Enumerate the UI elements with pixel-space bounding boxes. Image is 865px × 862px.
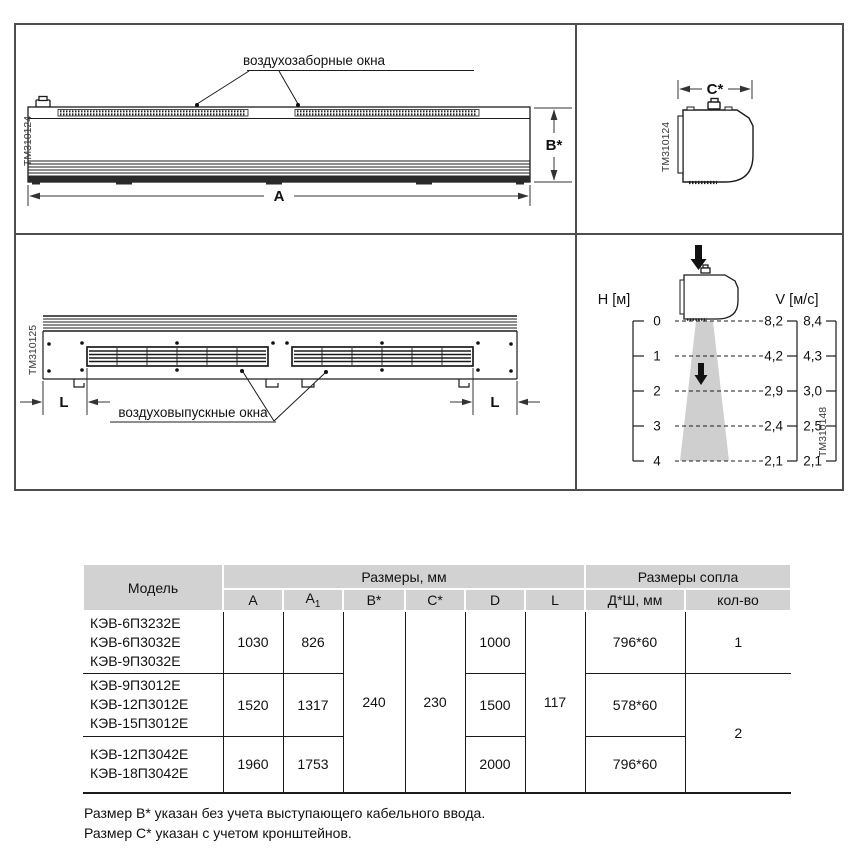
model-cell: КЭВ-12П3042Е КЭВ-18П3042Е (83, 736, 223, 793)
v2-value: 4,3 (803, 348, 822, 364)
col-header-nozzle-size: Д*Ш, мм (585, 589, 685, 611)
table-row (83, 611, 791, 673)
nozzle-size-cell: 796*60 (585, 611, 685, 673)
bottom-view-unit (43, 316, 517, 387)
h-value: 0 (653, 313, 661, 329)
drawing-code-side: TM310124 (660, 121, 672, 173)
outlet-windows-callout (110, 369, 328, 422)
velocity-axis-label: V [м/с] (775, 292, 819, 308)
col-header-c: C* (405, 589, 465, 611)
intake-windows-label: воздухозаборные окна (242, 53, 386, 68)
spec-table-wrapper (82, 563, 792, 794)
d-cell: 1500 (465, 673, 525, 736)
a1-cell: 826 (283, 611, 343, 673)
col-header-d: D (465, 589, 525, 611)
d-cell: 2000 (465, 736, 525, 793)
note-c: Размер C* указан с учетом кронштейнов. (84, 825, 352, 841)
height-axis-label: H [м] (597, 292, 631, 308)
drawing-code-front: TM310124 (22, 115, 34, 167)
drawing-code-bottom: TM310125 (27, 324, 39, 376)
v1-value: 8,2 (764, 313, 783, 329)
dim-label-l-right: L (490, 394, 500, 411)
a-cell: 1030 (223, 611, 283, 673)
v1-value: 4,2 (764, 348, 783, 364)
col-header-l: L (525, 589, 585, 611)
h-value: 2 (653, 383, 661, 399)
h-value: 4 (653, 453, 661, 469)
note-b: Размер B* указан без учета выступающего кабельного ввода. (84, 805, 486, 821)
v1-value: 2,9 (764, 383, 783, 399)
nozzle-size-cell: 578*60 (585, 673, 685, 736)
d-cell: 1000 (465, 611, 525, 673)
col-header-a1: $A_1$ (283, 589, 343, 611)
col-header-nozzle-count: кол-во (685, 589, 791, 611)
outlet-grille-left (87, 347, 268, 366)
airflow-diagram (577, 235, 842, 489)
dimensions-table (82, 563, 792, 794)
bottom-view-drawing (16, 235, 575, 489)
side-view-unit (678, 99, 753, 183)
mounting-bracket (678, 116, 683, 173)
v2-value: 2,1 (803, 453, 822, 469)
dim-label-a: A (273, 188, 285, 205)
v2-value: 8,4 (803, 313, 822, 329)
col-header-b: B* (343, 589, 405, 611)
col-header-model: Модель (83, 564, 223, 611)
model-cell: КЭВ-9П3012Е КЭВ-12П3012Е КЭВ-15П3012Е (83, 673, 223, 736)
v1-value: 2,1 (764, 453, 783, 469)
dim-label-l-left: L (59, 394, 69, 411)
dim-label-c: C* (706, 81, 724, 98)
nozzle-count-cell: 2 (685, 673, 791, 793)
v2-value: 3,0 (803, 383, 822, 399)
a-cell: 1520 (223, 673, 283, 736)
footnotes (84, 803, 485, 843)
drawings-panel (14, 23, 844, 491)
b-cell: 240 (343, 611, 405, 793)
intake-windows-callout (195, 53, 474, 107)
a1-cell: 1317 (283, 673, 343, 736)
side-view-drawing (577, 25, 842, 233)
h-value: 3 (653, 418, 661, 434)
h-value: 1 (653, 348, 661, 364)
front-view-drawing (16, 25, 575, 233)
nozzle-size-cell: 796*60 (585, 736, 685, 793)
nozzle-count-cell: 1 (685, 611, 791, 673)
airflow-unit-icon (680, 265, 738, 320)
l-cell: 117 (525, 611, 585, 793)
col-group-dimensions: Размеры, мм (223, 564, 585, 589)
col-group-nozzle: Размеры сопла (585, 564, 791, 589)
drawing-code-airflow: TM310148 (817, 406, 829, 458)
v2-value: 2,5 (803, 418, 822, 434)
outlet-windows-label: воздуховыпускные окна (118, 405, 268, 420)
c-cell: 230 (405, 611, 465, 793)
a1-cell: 1753 (283, 736, 343, 793)
outlet-grille-right (292, 347, 473, 366)
model-cell: КЭВ-6П3232Е КЭВ-6П3032Е КЭВ-9П3032Е (83, 611, 223, 673)
v1-value: 2,4 (764, 418, 783, 434)
dim-label-b: B* (545, 137, 563, 154)
col-header-a: A (223, 589, 283, 611)
front-view-unit (28, 97, 530, 185)
a-cell: 1960 (223, 736, 283, 793)
